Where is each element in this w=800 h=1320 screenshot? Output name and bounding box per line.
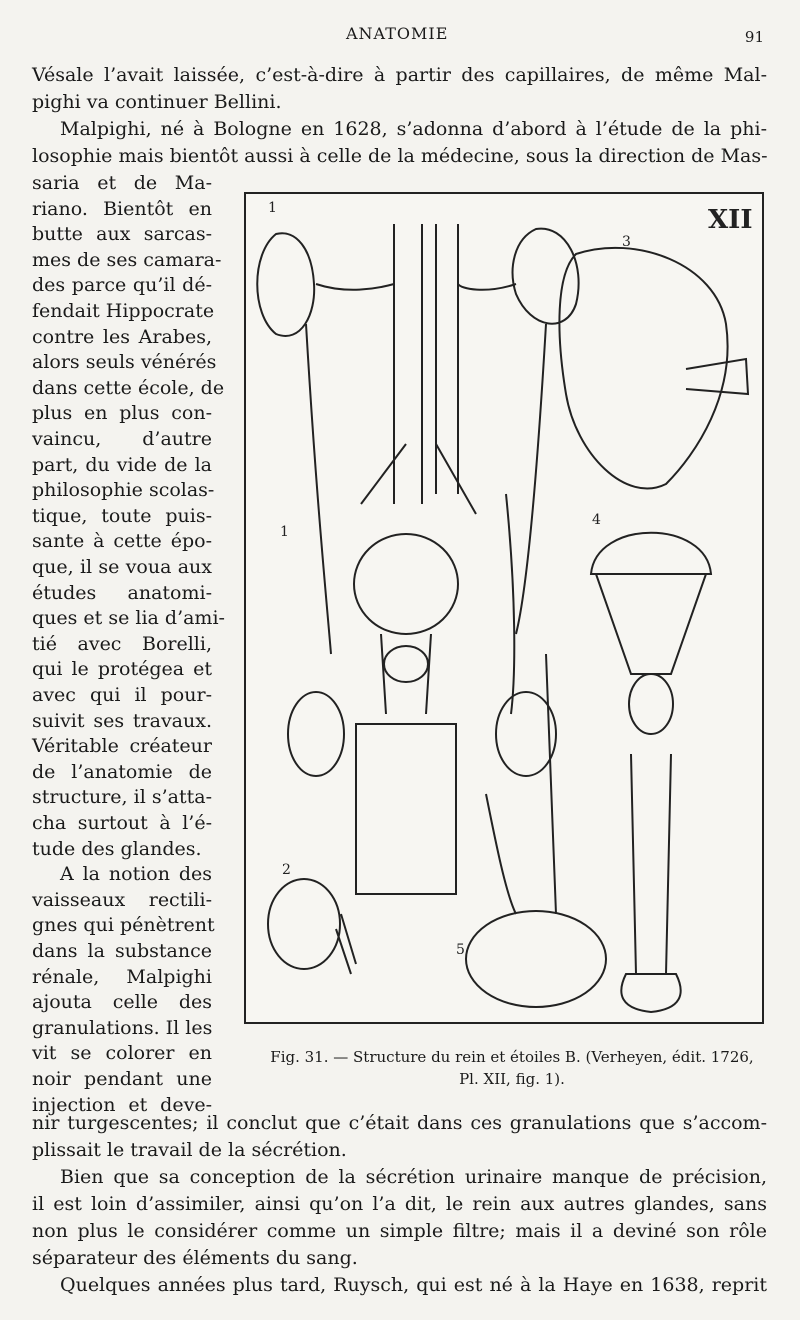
text-line: A la notion des [60,863,212,886]
text-line: il est loin d’assimiler, ainsi qu’on l’a dit, le rein aux autres glandes, sans [32,1193,767,1215]
text-line: losophie mais bientôt aussi à celle de la médecine, sous la direction de Mas- [32,145,768,167]
text-line: philosophie scolas- [32,479,215,502]
caption-line: Pl. XII, fig. 1). [459,1070,565,1088]
text-line: pighi va continuer Bellini. [32,91,282,113]
text-line: ques et se lia d’ami- [32,607,225,630]
text-line: plissait le travail de la sécrétion. [32,1139,347,1161]
text-line: rénale, Malpighi [32,965,212,988]
text-line: cha surtout à l’é- [32,812,212,834]
text-line: dans cette école, de [32,376,225,399]
text-line: alors seuls vénérés [32,351,217,374]
text-line: Quelques années plus tard, Ruysch, qui est né à la Haye en 1638, reprit [60,1274,767,1296]
text-line: part, du vide de la [32,453,212,476]
page-number: 91 [744,28,764,46]
figure-caption [244,1046,780,1090]
anatomical-figure [244,192,764,1024]
text-line: tique, toute puis- [32,504,212,527]
text-line: Bien que sa conception de la sécrétion urinaire manque de précision, [60,1166,767,1188]
text-line: granulations. Il les [32,1016,213,1039]
caption-line: Fig. 31. — Structure du rein et étoiles B. (Verheyen, édit. 1726, [270,1048,754,1066]
text-line: vaincu, d’autre [32,428,212,450]
kidney-engraving-illustration [246,194,762,1022]
text-line: Malpighi, né à Bologne en 1628, s’adonna d’abord à l’étude de la phi- [60,118,767,140]
text-line: noir pendant une [32,1068,212,1090]
text-line: structure, il s’atta- [32,786,212,809]
text-line: riano. Bientôt en [32,197,212,220]
panel-number: 5 [456,942,465,958]
text-line: fendait Hippocrate [32,300,215,322]
text-line: sante à cette épo- [32,530,212,553]
page-header [0,24,800,54]
text-line: tude des glandes. [32,837,202,860]
text-line: butte aux sarcas- [32,223,212,246]
text-line: saria et de Ma- [32,172,212,194]
text-line: ajouta celle des [32,991,212,1014]
text-line: dans la substance [32,940,212,962]
panel-number: 1 [268,200,277,216]
text-line: contre les Arabes, [32,325,212,348]
text-line: des parce qu’il dé- [32,274,212,297]
plate-number: XII [708,205,753,235]
text-line: de l’anatomie de [32,760,212,783]
panel-number: 4 [592,512,601,528]
text-line: que, il se voua aux [32,556,212,578]
text-line: séparateur des éléments du sang. [32,1247,358,1269]
text-line: injection et deve- [32,1093,212,1116]
text-line: Véritable créateur [32,735,212,758]
text-line: études anatomi- [32,581,212,604]
text-line: qui le protégea et [32,658,212,681]
panel-number: 2 [282,862,291,878]
text-line: non plus le considérer comme un simple filtre; mais il a deviné son rôle [32,1220,767,1242]
text-line: nir turgescentes; il conclut que c’était dans ces granulations que s’accom- [32,1112,767,1134]
panel-number: 1 [280,524,289,540]
text-line: vit se colorer en [32,1042,212,1065]
text-line: mes de ses camara- [32,248,222,271]
text-line: Vésale l’avait laissée, c’est-à-dire à partir des capillaires, de même Mal- [32,64,767,86]
text-line: avec qui il pour- [32,684,212,706]
text-line: vaisseaux rectili- [32,888,212,911]
text-line: gnes qui pénètrent [32,914,215,937]
text-line: suivit ses travaux. [32,709,212,732]
text-line: tié avec Borelli, [32,632,212,655]
text-line: plus en plus con- [32,402,212,425]
running-title: ANATOMIE [346,24,449,43]
panel-number: 3 [622,234,631,250]
